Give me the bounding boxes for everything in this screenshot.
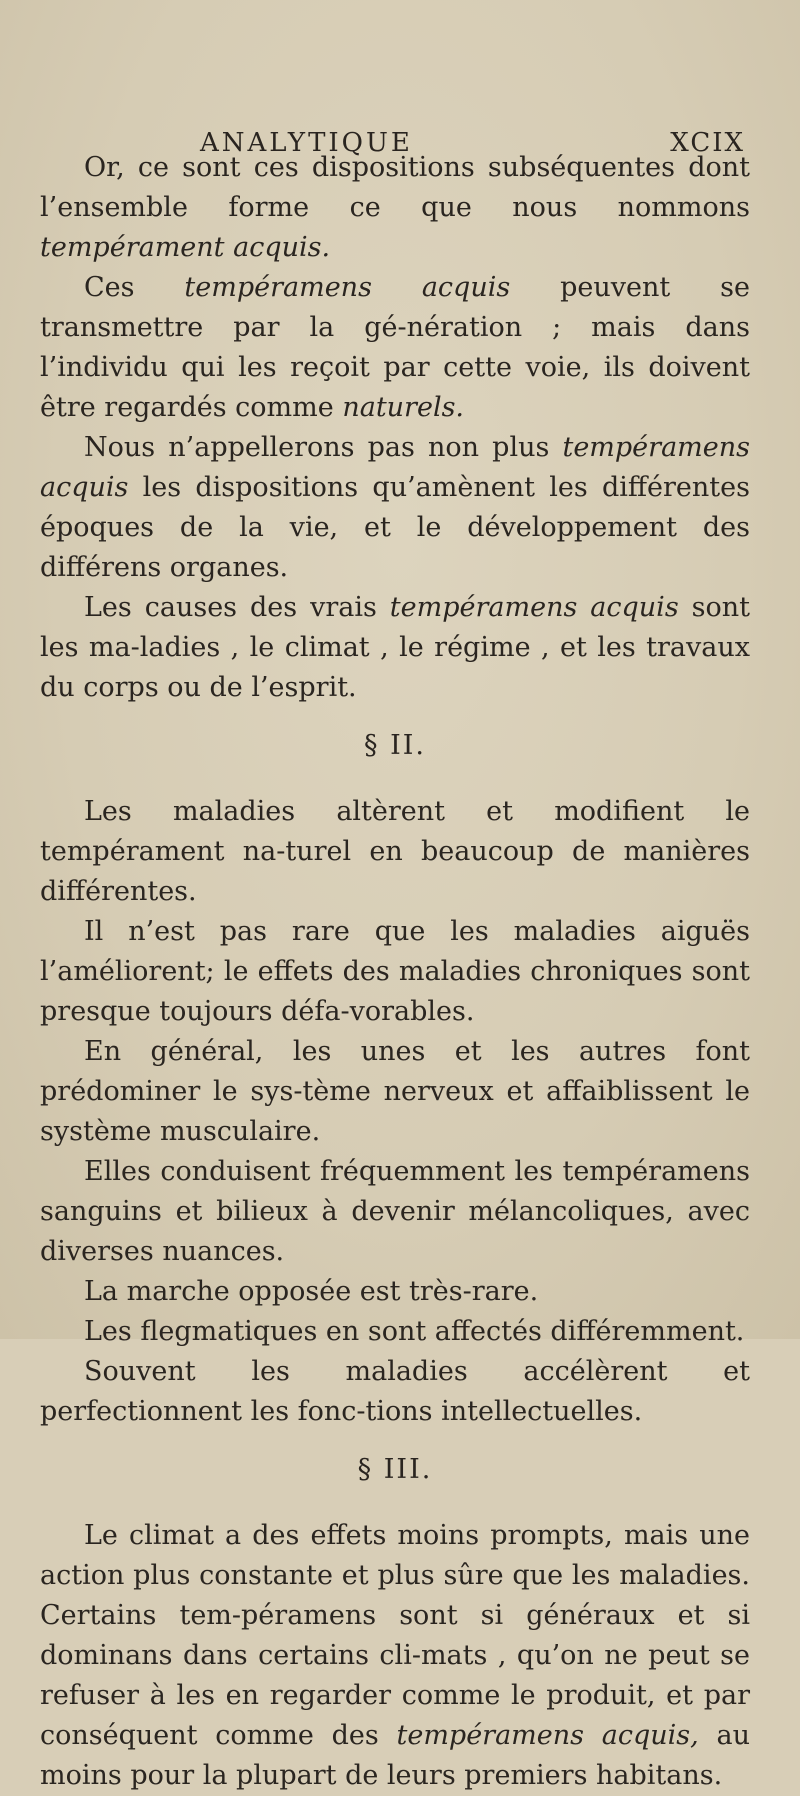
paragraph: Souvent les maladies accélèrent et perfectionnent les fonc-tions intellectuelles. [40, 1356, 750, 1427]
paragraph: En général, les unes et les autres font prédominer le sys-tème nerveux et affaiblissent le système musculaire. [40, 1036, 750, 1147]
running-title: ANALYTIQUE [200, 128, 413, 158]
paragraph-group-3 [40, 1516, 750, 1796]
paragraph: Les maladies altèrent et modifient le tempérament na-turel en beaucoup de manières différentes. [40, 796, 750, 907]
section-heading-2: § II. [364, 730, 426, 761]
section-heading-3: § III. [357, 1454, 433, 1485]
page-number: XCIX [670, 128, 745, 158]
paragraph: Elles conduisent fréquemment les tempéramens sanguins et bilieux à devenir mélancoliques, avec diverses nuances. [40, 1156, 750, 1267]
paragraph: Or, ce sont ces dispositions subséquentes dont l’ensemble forme ce que nous nommons tempérament acquis. [40, 152, 750, 263]
paragraph: Les causes des vrais tempéramens acquis sont les ma-ladies , le climat , le régime , et les travaux du corps ou de l’esprit. [40, 592, 750, 703]
paragraph: Les flegmatiques en sont affectés différemment. [84, 1316, 745, 1347]
paragraph: Le climat a des effets moins prompts, mais une action plus constante et plus sûre que les maladies. Certains tem-péramens sont si généraux et si dominans dans certains cli-mats , qu’on ne peut se refuser à les en regarder comme le produit, et par conséquent comme des tempéramens acquis, au moins pour la plupart de leurs premiers habitans. [40, 1520, 751, 1791]
body-text [40, 148, 750, 1796]
paragraph: La marche opposée est très-rare. [84, 1276, 539, 1307]
paragraph: Il n’est pas rare que les maladies aiguës l’améliorent; le effets des maladies chroniques sont presque toujours défa-vorables. [40, 916, 750, 1027]
paragraph-group-2 [40, 792, 750, 1432]
paragraph: Ces tempéramens acquis peuvent se transmettre par la gé-nération ; mais dans l’individu qui les reçoit par cette voie, ils doivent être regardés comme naturels. [40, 272, 751, 423]
paragraph: Nous n’appellerons pas non plus tempéramens acquis les dispositions qu’amènent les différentes époques de la vie, et le développement des différens organes. [40, 432, 750, 583]
paragraph-group-1 [40, 148, 750, 708]
